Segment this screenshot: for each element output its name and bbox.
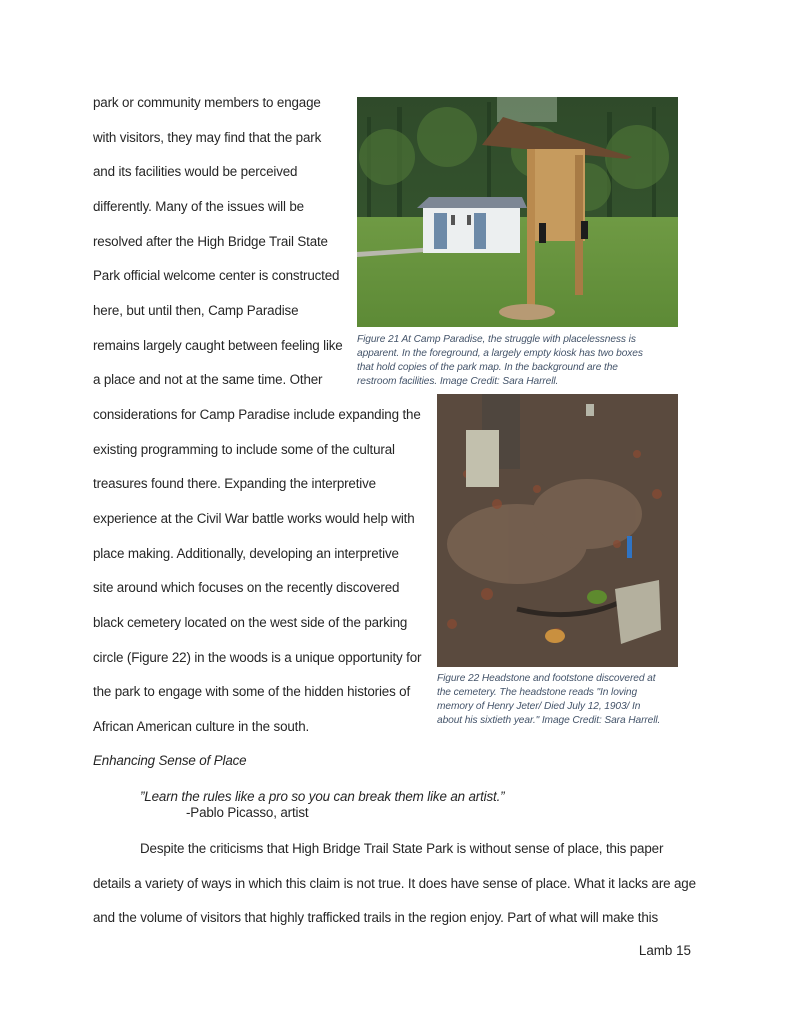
body-text-line: with visitors, they may find that the park — [93, 130, 322, 145]
body-text-line: site around which focuses on the recently discovered — [93, 580, 400, 595]
body-text-line: Despite the criticisms that High Bridge Trail State Park is without sense of place, this paper — [140, 841, 664, 856]
page-number: Lamb 15 — [638, 943, 691, 958]
caption-line: the cemetery. The headstone reads "In loving — [437, 687, 638, 698]
epigraph-quote: ”Learn the rules like a pro so you can break them like an artist.” — [140, 789, 505, 804]
caption-line: apparent. In the foreground, a largely empty kiosk has two boxes — [357, 348, 643, 359]
figure-21-caption — [357, 333, 643, 389]
body-text-line: treasures found there. Expanding the interpretive — [93, 476, 376, 491]
figure-22-photo — [437, 394, 678, 667]
caption-line: memory of Henry Jeter/ Died July 12, 1903/ In — [437, 701, 641, 712]
body-text-line: and its facilities would be perceived — [93, 164, 298, 179]
body-text-line: African American culture in the south. — [93, 719, 310, 734]
body-text-line: place making. Additionally, developing an interpretive — [93, 546, 399, 561]
body-text-line: Park official welcome center is constructed — [93, 268, 340, 283]
body-text-line: remains largely caught between feeling like — [93, 338, 343, 353]
caption-line: restroom facilities. Image Credit: Sara Harrell. — [357, 376, 559, 387]
body-text-line: the park to engage with some of the hidden histories of — [93, 684, 411, 699]
figure-21-photo — [357, 97, 678, 327]
epigraph-attribution: -Pablo Picasso, artist — [186, 805, 309, 820]
body-text-line: experience at the Civil War battle works would help with — [93, 511, 415, 526]
caption-line: that hold copies of the park map. In the background are the — [357, 362, 618, 373]
caption-line: Figure 22 Headstone and footstone discovered at — [437, 673, 656, 684]
caption-line: Figure 21 At Camp Paradise, the struggle with placelessness is — [357, 334, 636, 345]
body-text-line: differently. Many of the issues will be — [93, 199, 304, 214]
body-text-line: details a variety of ways in which this claim is not true. It does have sense of place. What it lacks are age — [93, 876, 696, 891]
body-text-line: park or community members to engage — [93, 95, 321, 110]
body-text-line: here, but until then, Camp Paradise — [93, 303, 299, 318]
body-text-line: a place and not at the same time. Other — [93, 372, 323, 387]
body-text-line: considerations for Camp Paradise include expanding the — [93, 407, 421, 422]
caption-line: about his sixtieth year." Image Credit: Sara Harrell. — [437, 715, 661, 726]
figure-22-caption — [437, 672, 660, 728]
kiosk-restroom-photo — [357, 97, 678, 327]
body-text-line: existing programming to include some of the cultural — [93, 442, 395, 457]
body-text-line: black cemetery located on the west side of the parking — [93, 615, 408, 630]
body-text-line: and the volume of visitors that highly trafficked trails in the region enjoy. Part of what will make this — [93, 910, 659, 925]
body-text-line: circle (Figure 22) in the woods is a unique opportunity for — [93, 650, 422, 665]
headstone-photo — [437, 394, 678, 667]
body-text-line: resolved after the High Bridge Trail State — [93, 234, 328, 249]
section-heading: Enhancing Sense of Place — [93, 753, 247, 768]
